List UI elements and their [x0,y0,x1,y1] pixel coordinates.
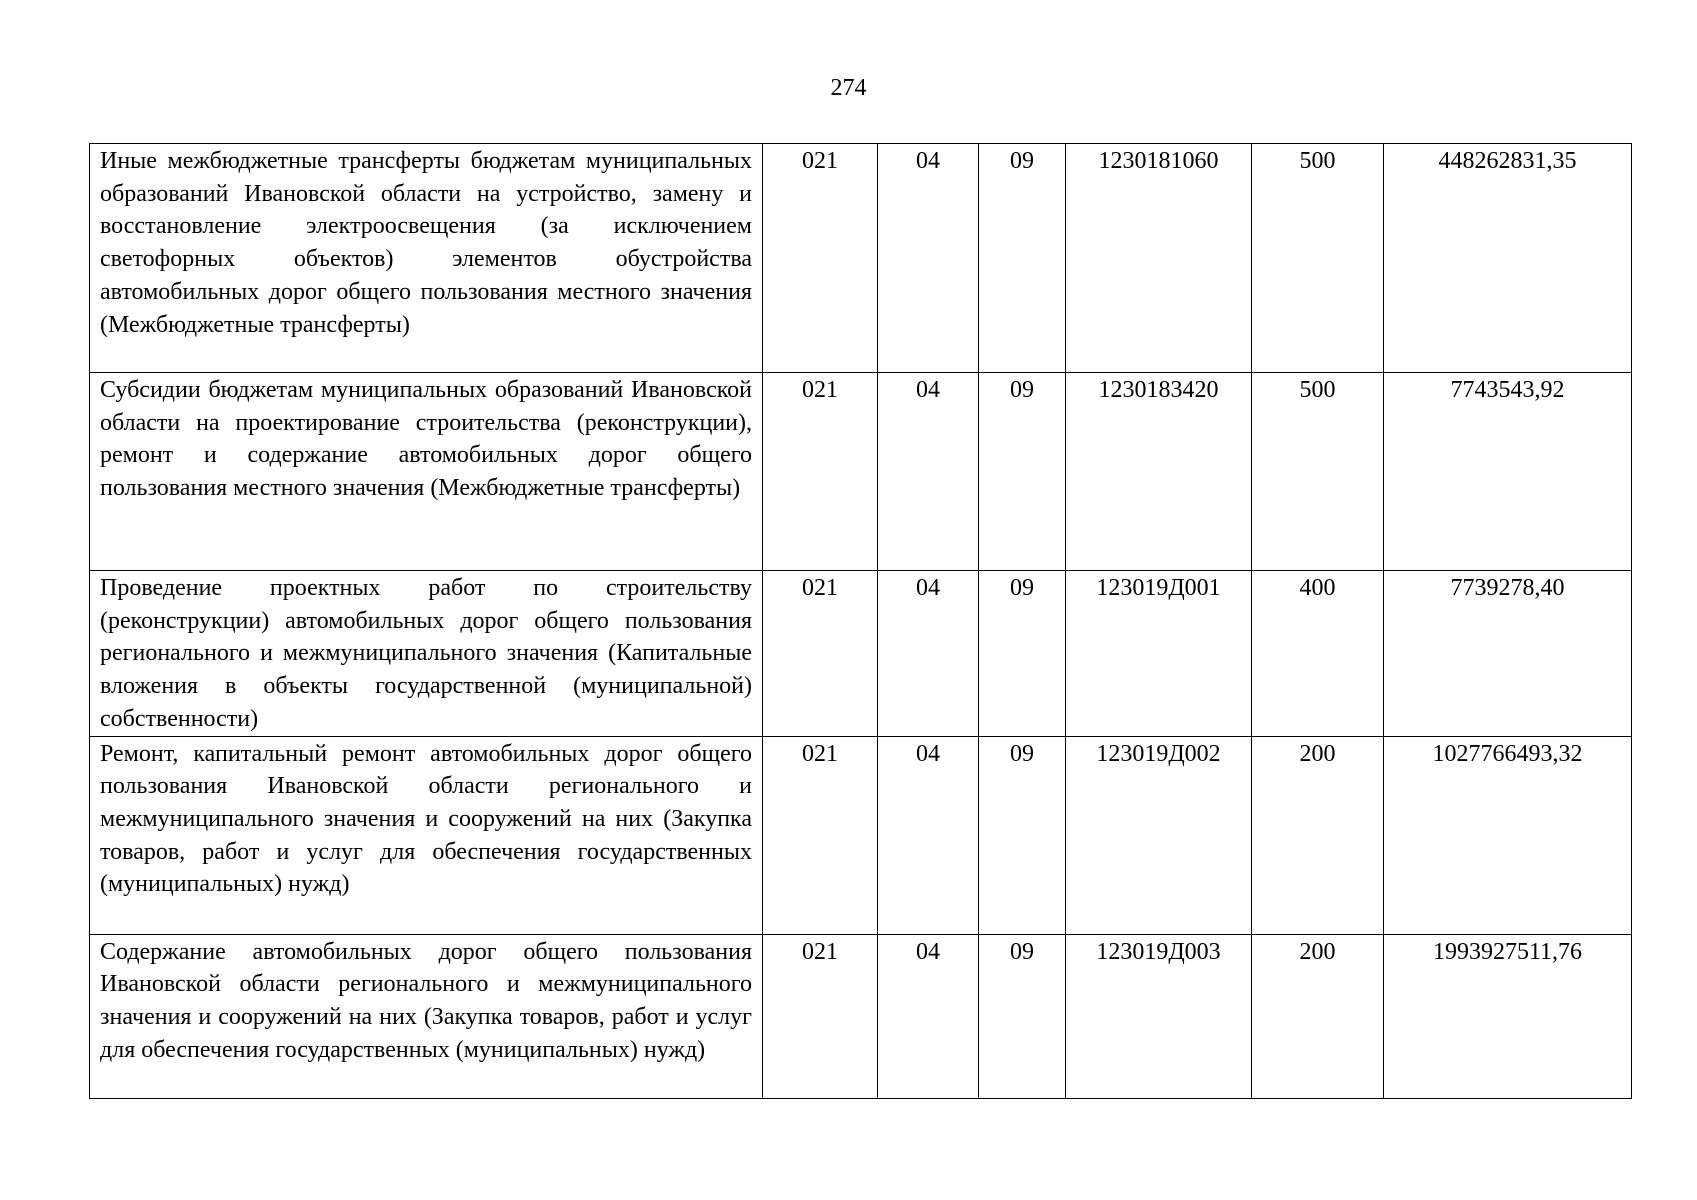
table-row [90,144,1632,373]
row-description: Ремонт, капитальный ремонт автомобильных дорог общего пользования Ивановской области регионального и межмуниципального значения и сооружений на них (Закупка товаров, работ и услуг для обеспечения государственных (муниципальных) нужд) [90,736,763,934]
target-article-code: 123019Д002 [1066,736,1252,934]
expense-type-code: 500 [1252,144,1384,373]
amount: 7739278,40 [1384,571,1632,737]
row-description: Содержание автомобильных дорог общего пользования Ивановской области регионального и межмуниципального значения и сооружений на них (Закупка товаров, работ и услуг для обеспечения государственных (муниципальных) нужд) [90,934,763,1098]
target-article-code: 1230181060 [1066,144,1252,373]
row-description: Субсидии бюджетам муниципальных образований Ивановской области на проектирование строительства (реконструкции), ремонт и содержание автомобильных дорог общего пользования местного значения (Межбюджетные трансферты) [90,373,763,571]
expense-type-code: 200 [1252,934,1384,1098]
section-code: 04 [878,144,979,373]
table-row [90,934,1632,1098]
table-row [90,571,1632,737]
expense-type-code: 500 [1252,373,1384,571]
budget-table [89,143,1632,1099]
subsection-code: 09 [979,373,1066,571]
target-article-code: 123019Д003 [1066,934,1252,1098]
section-code: 04 [878,934,979,1098]
table-row [90,736,1632,934]
ministry-code: 021 [763,736,878,934]
section-code: 04 [878,571,979,737]
amount: 448262831,35 [1384,144,1632,373]
ministry-code: 021 [763,571,878,737]
page-number: 274 [830,75,867,101]
subsection-code: 09 [979,144,1066,373]
expense-type-code: 200 [1252,736,1384,934]
expense-type-code: 400 [1252,571,1384,737]
subsection-code: 09 [979,736,1066,934]
ministry-code: 021 [763,934,878,1098]
ministry-code: 021 [763,373,878,571]
target-article-code: 1230183420 [1066,373,1252,571]
row-description: Иные межбюджетные трансферты бюджетам муниципальных образований Ивановской области на устройство, замену и восстановление электроосвещения (за исключением светофорных объектов) элементов обустройства автомобильных дорог общего пользования местного значения (Межбюджетные трансферты) [90,144,763,373]
ministry-code: 021 [763,144,878,373]
section-code: 04 [878,373,979,571]
amount: 7743543,92 [1384,373,1632,571]
subsection-code: 09 [979,571,1066,737]
subsection-code: 09 [979,934,1066,1098]
row-description: Проведение проектных работ по строительству (реконструкции) автомобильных дорог общего пользования регионального и межмуниципального значения (Капитальные вложения в объекты государственной (муниципальной) собственности) [90,571,763,737]
target-article-code: 123019Д001 [1066,571,1252,737]
amount: 1993927511,76 [1384,934,1632,1098]
amount: 1027766493,32 [1384,736,1632,934]
table-row [90,373,1632,571]
section-code: 04 [878,736,979,934]
